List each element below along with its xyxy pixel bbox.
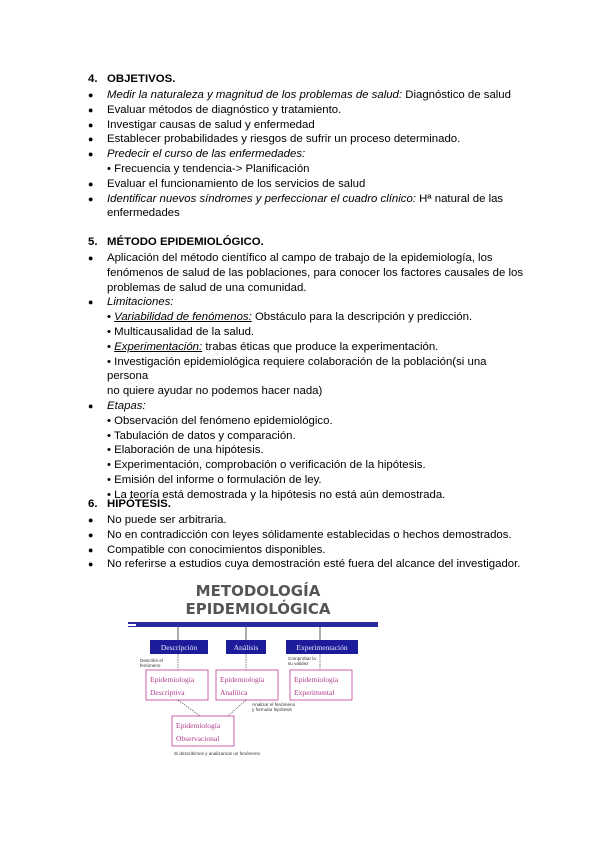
sub-item: • Experimentación: trabas éticas que produce la experimentación. <box>107 340 439 353</box>
box-descriptiva-line1: Epidemiología <box>150 675 195 684</box>
note-left-2: fenómeno <box>140 663 161 668</box>
section-number: 4. <box>88 73 98 85</box>
section-metodo-epidemiologico <box>88 235 528 503</box>
sub-item: • Investigación epidemiológica requiere colaboración de la población(si una persona <box>107 355 487 383</box>
box-observacional-line1: Epidemiología <box>176 721 221 730</box>
section-title: OBJETIVOS. <box>107 73 176 85</box>
box-analitica-line2: Analítica <box>220 688 248 697</box>
box-observacional-line2: Observacional <box>176 734 220 743</box>
note-left-1: Describir el <box>140 658 163 663</box>
box-experimental-line2: Experimental <box>294 688 335 697</box>
list-item-continuation: enfermedades <box>107 207 180 220</box>
sub-item: • Emisión del informe o formulación de ley. <box>107 473 322 486</box>
box-descripcion-label: Descripción <box>160 643 198 652</box>
note-foot: Si describimos y analizamos un fenómeno <box>174 751 261 756</box>
bar-cap <box>128 624 136 626</box>
list-item: ● Investigar causas de salud y enfermedad <box>88 118 528 133</box>
list-item: ● No en contradicción con leyes sólidamente establecidas o hechos demostrados. <box>88 528 528 543</box>
sub-item: • La teoría está demostrada y la hipótesis no está aún demostrada. <box>107 488 446 501</box>
section-heading <box>88 497 528 512</box>
list-item-continuation: fenómenos de salud de las poblaciones, para conocer los factores causales de los <box>107 266 524 279</box>
box-descriptiva-line2: Descriptiva <box>150 688 185 697</box>
note-mid-2: y formular hipótesis <box>252 707 292 712</box>
list-item: ● Limitaciones: <box>88 295 528 310</box>
connector <box>178 700 200 716</box>
list-item: ● No referirse a estudios cuya demostración esté fuera del alcance del investigador. <box>88 557 528 572</box>
connector <box>228 700 246 716</box>
list-item: ● Aplicación del método científico al campo de trabajo de la epidemiología, los <box>88 251 528 266</box>
section-title: MÉTODO EPIDEMIOLÓGICO. <box>107 236 264 248</box>
list-item: ● Etapas: <box>88 399 528 414</box>
list-item: ● Evaluar métodos de diagnóstico y tratamiento. <box>88 103 528 118</box>
sub-item-continuation: no quiere ayudar no podemos hacer nada) <box>107 385 323 398</box>
list-item: ● Establecer probabilidades y riesgos de sufrir un proceso determinado. <box>88 132 528 147</box>
sub-item: • Variabilidad de fenómenos: Obstáculo para la descripción y predicción. <box>107 311 473 324</box>
section-heading <box>88 72 528 87</box>
sub-item: • Tabulación de datos y comparación. <box>107 429 296 442</box>
box-analisis-label: Análisis <box>233 643 259 652</box>
header-bar <box>128 622 378 627</box>
list-item: ● No puede ser arbitraria. <box>88 513 528 528</box>
sub-item: • Experimentación, comprobación o verificación de la hipótesis. <box>107 459 426 472</box>
note-right-2: su validez <box>288 661 309 666</box>
diagram-title-line2: EPIDEMIOLÓGICA <box>185 600 331 618</box>
methodology-diagram <box>128 578 390 760</box>
sub-item: • Frecuencia y tendencia-> Planificación <box>107 162 310 175</box>
box-experimental-line1: Epidemiología <box>294 675 339 684</box>
box-analitica-line1: Epidemiología <box>220 675 265 684</box>
note-mid-1: Analizar el fenómeno <box>252 702 296 707</box>
section-title: HIPÓTESIS. <box>107 498 171 510</box>
list-item: ● Predecir el curso de las enfermedades: <box>88 147 528 162</box>
note-right-1: Comprobar la <box>288 656 316 661</box>
section-objetivos <box>88 72 528 221</box>
sub-item: • Observación del fenómeno epidemiológico. <box>107 414 333 427</box>
section-number: 6. <box>88 498 98 510</box>
box-experimentacion-label: Experimentación <box>296 643 348 652</box>
diagram-title-line1: METODOLOGÍA <box>195 582 321 600</box>
section-number: 5. <box>88 236 98 248</box>
diagram-svg <box>128 578 390 760</box>
section-heading <box>88 235 528 250</box>
sub-item: • Elaboración de una hipótesis. <box>107 444 264 457</box>
list-item-continuation: problemas de salud de una comunidad. <box>107 281 307 294</box>
list-item: ● Identificar nuevos síndromes y perfeccionar el cuadro clínico: Hª natural de las <box>88 192 528 207</box>
section-hipotesis <box>88 497 528 572</box>
list-item: ● Compatible con conocimientos disponibles. <box>88 543 528 558</box>
sub-item: • Multicausalidad de la salud. <box>107 325 255 338</box>
list-item: ● Evaluar el funcionamiento de los servicios de salud <box>88 177 528 192</box>
list-item: ● Medir la naturaleza y magnitud de los problemas de salud: Diagnóstico de salud <box>88 88 528 103</box>
